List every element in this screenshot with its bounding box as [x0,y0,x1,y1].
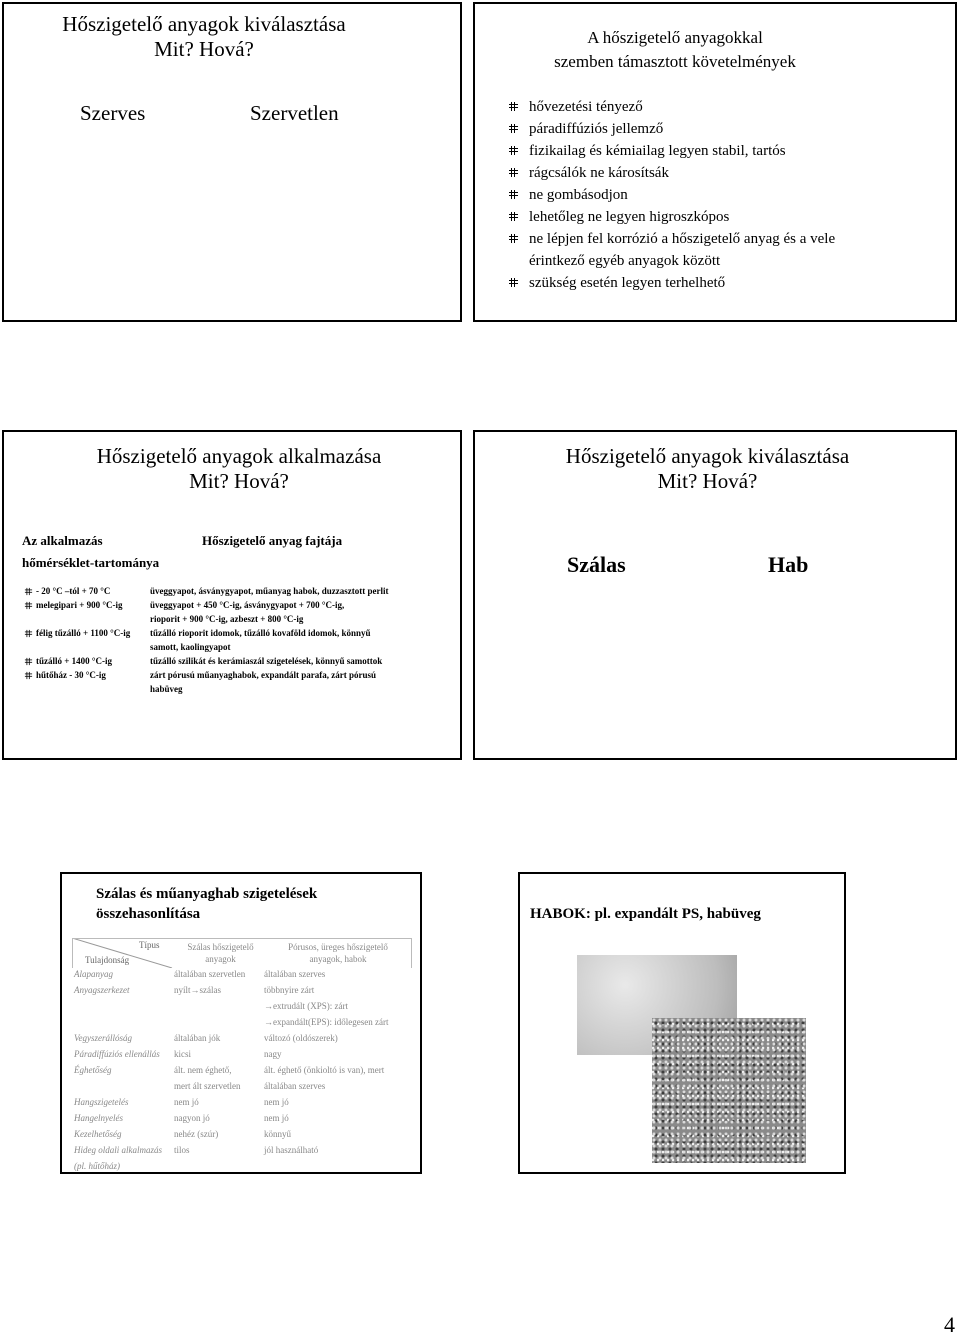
title-line-2: szemben támasztott követelmények [554,52,796,71]
page-number: 4 [944,1312,955,1337]
foam-glass-photo [652,1018,806,1163]
bullet-icon [509,190,518,199]
title-line-2: összehasonlítása [96,906,201,922]
slide-3-title [4,444,462,494]
bullet-icon [509,168,518,177]
table-row: rioporit + 900 °C-ig, azbeszt + 800 °C-ig [150,614,304,624]
comparison-table [72,966,412,1174]
slide-6-title: HABOK: pl. expandált PS, habüveg [530,906,761,922]
slide-5-title [96,884,317,924]
slide-2-title [475,26,875,74]
table-row: Vegyszerállóság általában jók változó (oldószerek) [74,1033,338,1043]
list-item: ne lépjen fel korrózió a hőszigetelő anyag és a vele [507,228,947,250]
table-header: Típus Tulajdonság Szálas hőszigetelő anyagok Pórusos, üreges hőszigetelő anyagok, habok [72,938,412,968]
table-row: mert ált szervetlen általában szerves [174,1081,326,1091]
list-item: páradiffúziós jellemző [507,118,947,140]
bullet-icon [509,146,518,155]
requirements-list [507,96,947,294]
table-row: →expandált(EPS): időlegesen zárt [264,1017,389,1027]
table-row: Hangelnyelés nagyon jó nem jó [74,1113,289,1123]
table-row: Kezelhetőség nehéz (szúr) könnyű [74,1129,291,1139]
bullet-icon [509,278,518,287]
list-item: rágcsálók ne károsítsák [507,162,947,184]
title-line-2: Mit? Hová? [657,469,758,493]
slide-1 [2,2,462,322]
title-line-1: Szálas és műanyaghab szigetelések [96,886,318,902]
list-item: hővezetési tényező [507,96,947,118]
label-szervetlen: Szervetlen [250,101,339,125]
bullet-icon [25,602,32,609]
title-line-1: Hőszigetelő anyagok kiválasztása [62,12,346,36]
table-row: - 20 °C –tól + 70 °C üveggyapot, ásványgyapot, műanyag habok, duzzasztott perlit [22,584,442,598]
table-row: habüveg [150,684,183,694]
slide-5 [60,872,422,1174]
column-header-range: Az alkalmazás hőmérséklet-tartománya [22,533,160,570]
bullet-icon [509,212,518,221]
table-row: tűzálló + 1400 °C-ig tűzálló szilikát és kerámiaszál szigetelések, könnyű samottok [22,654,442,668]
label-hab: Hab [768,552,809,577]
bullet-icon [25,588,32,595]
table-row: →extrudált (XPS): zárt [264,1001,348,1011]
application-table [22,584,442,696]
list-item: lehetőleg ne legyen higroszkópos [507,206,947,228]
table-row: Alapanyag általában szervetlen általában szerves [74,969,326,979]
slide-4-title [475,444,940,494]
title-line-1: A hőszigetelő anyagokkal [587,28,763,47]
slide-2 [473,2,957,322]
label-szalas: Szálas [567,552,626,577]
bullet-icon [509,124,518,133]
title-line-2: Mit? Hová? [189,469,289,493]
table-row: hűtőház - 30 °C-ig zárt pórusú műanyaghabok, expandált parafa, zárt pórusú [22,668,442,682]
bullet-icon [25,672,32,679]
slide-1-title [4,12,404,62]
list-item: fizikailag és kémiailag legyen stabil, tartós [507,140,947,162]
bullet-icon [509,102,518,111]
table-row: Hangszigetelés nem jó nem jó [74,1097,289,1107]
list-item: ne gombásodjon [507,184,947,206]
list-item: szükség esetén legyen terhelhető [507,272,947,294]
title-line-1: Hőszigetelő anyagok kiválasztása [565,444,850,468]
bullet-icon [25,630,32,637]
title-line-1: Hőszigetelő anyagok alkalmazása [96,444,382,468]
table-row: melegipari + 900 °C-ig üveggyapot + 450 °C-ig, ásványgyapot + 700 °C-ig, [22,598,442,612]
slide-3 [2,430,462,760]
table-row: Páradiffúziós ellenállás kicsi nagy [74,1049,282,1059]
table-row: samott, kaolingyapot [150,642,231,652]
label-szerves: Szerves [80,101,146,125]
column-header-material: Hőszigetelő anyag fajtája [202,533,343,548]
bullet-icon [25,658,32,665]
bullet-icon [509,234,518,243]
table-row: félig tűzálló + 1100 °C-ig tűzálló rioporit idomok, tűzálló kovaföld idomok, könnyű [22,626,442,640]
table-row: (pl. hűtőház) [74,1161,120,1171]
title-line-2: Mit? Hová? [154,37,254,61]
table-row: Anyagszerkezet nyílt→szálas többnyire zárt [74,985,315,995]
table-row: Éghetőség ált. nem éghető, ált. éghető (önkioltó is van), mert [74,1065,385,1075]
slide-4 [473,430,957,760]
table-row: Hideg oldali alkalmazás tilos jól használható [74,1145,319,1155]
list-item-continuation: érintkező egyéb anyagok között [529,253,721,269]
